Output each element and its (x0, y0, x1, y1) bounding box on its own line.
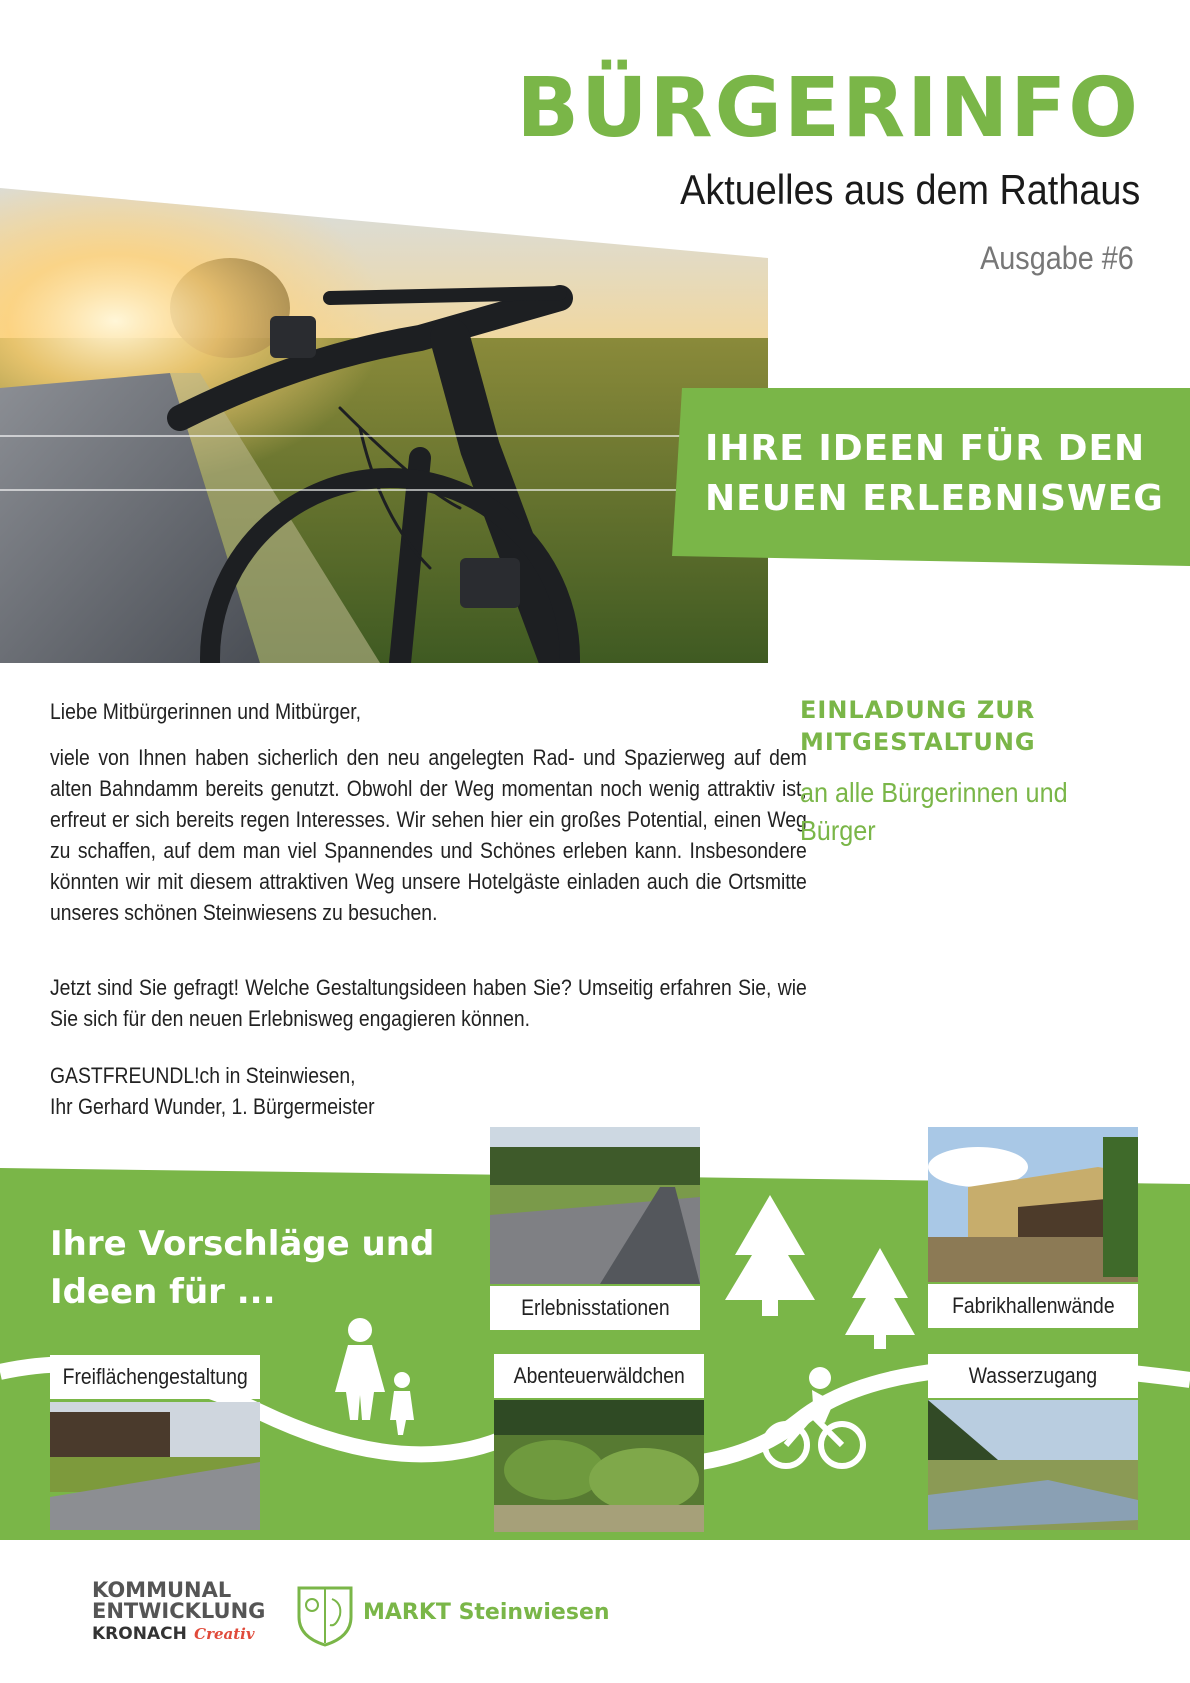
hero-banner-line2: NEUEN ERLEBNISWEG (705, 478, 1164, 519)
markt-steinwiesen-logo-text: MARKT Steinwiesen (363, 1600, 610, 1625)
letter-paragraph-1: viele von Ihnen haben sicherlich den neu angelegten Rad- und Spazierweg auf dem alten Bahndamm bereits genutzt. Obwohl der Weg momentan noch wenig attraktiv ist, erfreut er sich bereits regen Interesses. Wir sehen hier ein großes Potential, einen Weg zu schaffen, auf dem man viel Spannendes und Schönes erleben kann. Insbesondere könnten wir mit diesem attraktiven Weg unsere Hotelgäste einladen auch die Ortsmitte unseres schönen Steinwiesens zu besuchen. (50, 745, 807, 925)
hero-banner-line1: IHRE IDEEN FÜR DEN (705, 428, 1146, 469)
issue-number: Ausgabe #6 (980, 240, 1134, 276)
idea-label-fabrikhallenwaende: Fabrikhallenwände (928, 1284, 1138, 1328)
photo-path-field (490, 1127, 700, 1284)
hero-banner-heading (705, 424, 1164, 524)
invitation-heading-line2: MITGESTALTUNG (800, 728, 1036, 756)
idea-label-abenteuerwaeldchen: Abenteuerwäldchen (494, 1354, 704, 1398)
masthead-subtitle: Aktuelles aus dem Rathaus (679, 166, 1140, 213)
invitation-subtitle: an alle Bürgerinnen und Bürger (800, 777, 1068, 846)
coat-of-arms-icon (296, 1585, 354, 1647)
invitation-heading (800, 694, 1036, 758)
photo-factory-hall (928, 1127, 1138, 1282)
photo-water-access (928, 1400, 1138, 1530)
letter-paragraph-2: Jetzt sind Sie gefragt! Welche Gestaltungsideen haben Sie? Umseitig erfahren Sie, wie Sie sich für den neuen Erlebnisweg engagieren können. (50, 975, 807, 1031)
invitation-heading-line1: EINLADUNG ZUR (800, 696, 1036, 724)
letter-signature-2: Ihr Gerhard Wunder, 1. Bürgermeister (50, 1094, 375, 1119)
idea-label-freiflaechengestaltung: Freiflächengestaltung (50, 1355, 260, 1399)
photo-open-space (50, 1402, 260, 1530)
ideas-heading-line1: Ihre Vorschläge und (50, 1224, 435, 1264)
idea-label-wasserzugang: Wasserzugang (928, 1354, 1138, 1398)
photo-small-forest (494, 1400, 704, 1532)
kommunalentwicklung-logo: KOMMUNAL ENTWICKLUNG KRONACH Creativ (92, 1578, 266, 1644)
hero-bicycle-photo (0, 188, 768, 663)
letter-greeting: Liebe Mitbürgerinnen und Mitbürger, (50, 699, 362, 724)
letter-signature-1: GASTFREUNDL!ch in Steinwiesen, (50, 1063, 356, 1088)
masthead-title: BÜRGERINFO (516, 61, 1140, 156)
idea-label-erlebnisstationen: Erlebnisstationen (490, 1286, 700, 1330)
ideas-heading (50, 1220, 434, 1316)
ideas-heading-line2: Ideen für ... (50, 1272, 276, 1312)
